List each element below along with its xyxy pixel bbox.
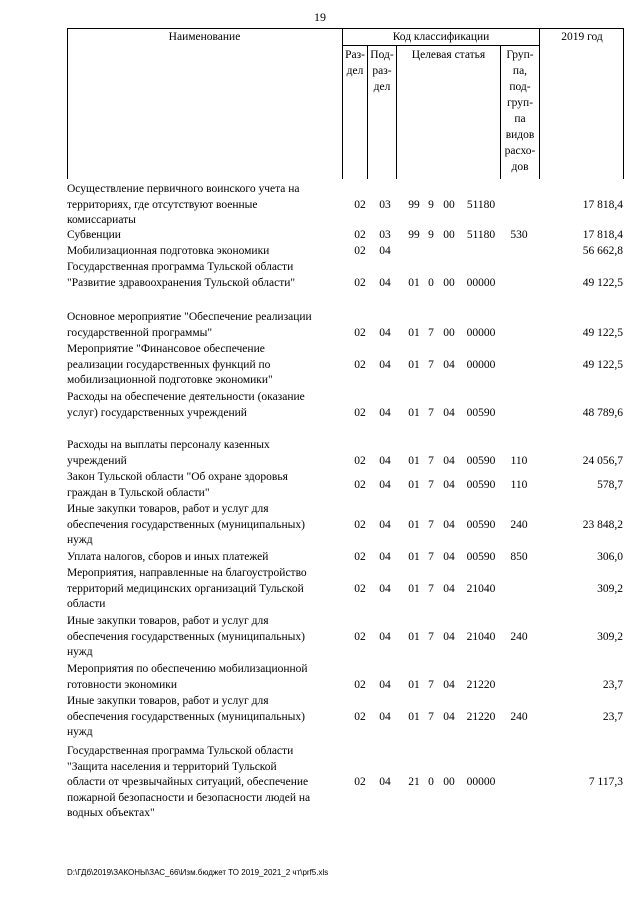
cell-amount: 48 789,6 [582, 406, 623, 419]
cell-subprogram: 7 [428, 710, 434, 723]
cell-subprogram: 7 [428, 358, 434, 371]
cell-amount: 309,2 [597, 630, 623, 643]
cell-amount: 306,0 [597, 551, 623, 563]
cell-podrazdel: 04 [379, 276, 391, 289]
cell-expense-type: 110 [510, 454, 528, 467]
cell-direction: 00590 [466, 454, 496, 467]
cell-razdel: 02 [354, 229, 366, 241]
cell-amount: 17 818,4 [582, 198, 623, 211]
cell-podrazdel: 04 [379, 630, 391, 643]
cell-razdel: 02 [354, 326, 366, 339]
cell-program: 01 [408, 406, 420, 419]
cell-podrazdel: 03 [379, 229, 391, 241]
cell-amount: 49 122,5 [582, 358, 623, 371]
cell-amount: 309,2 [597, 582, 623, 595]
cell-amount: 24 056,7 [582, 454, 623, 467]
cell-program: 01 [408, 678, 420, 691]
cell-subprogram: 7 [428, 678, 434, 691]
row-name: Основное мероприятие "Обеспечение реализации государственной программы" [67, 311, 312, 339]
cell-razdel: 02 [354, 276, 366, 289]
cell-program: 01 [408, 454, 420, 467]
cell-razdel: 02 [354, 630, 366, 643]
cell-program: 01 [408, 551, 420, 563]
cell-main-event: 00 [443, 229, 455, 241]
header-code: Код классификации [392, 31, 490, 43]
cell-subprogram: 7 [428, 478, 434, 491]
cell-direction: 51180 [466, 229, 496, 241]
cell-expense-type: 240 [510, 518, 528, 531]
cell-razdel: 02 [354, 245, 366, 257]
cell-subprogram: 9 [428, 198, 434, 211]
header-name: Наименование [168, 31, 241, 43]
cell-razdel: 02 [354, 776, 366, 788]
cell-podrazdel: 04 [379, 582, 391, 595]
cell-subprogram: 7 [428, 551, 434, 563]
page-number: 19 [314, 10, 326, 24]
cell-main-event: 00 [443, 276, 455, 289]
cell-direction: 00000 [466, 326, 496, 339]
cell-podrazdel: 04 [379, 551, 391, 563]
cell-podrazdel: 04 [379, 710, 391, 723]
cell-main-event: 04 [443, 630, 455, 643]
cell-razdel: 02 [354, 406, 366, 419]
cell-program: 01 [408, 358, 420, 371]
header-podrazdel: Под- раз- дел [370, 49, 394, 93]
cell-main-event: 04 [443, 582, 455, 595]
cell-program: 01 [408, 276, 420, 289]
cell-amount: 23 848,2 [582, 518, 623, 531]
cell-direction: 21040 [466, 582, 496, 595]
cell-direction: 00000 [466, 358, 496, 371]
cell-direction: 21040 [466, 630, 496, 643]
row-name: Иные закупки товаров, работ и услуг для обеспечения государственных (муниципальных) нужд [67, 503, 305, 546]
row-name: Иные закупки товаров, работ и услуг для обеспечения государственных (муниципальных) нужд [67, 615, 305, 658]
cell-amount: 7 117,3 [588, 776, 623, 788]
cell-amount: 49 122,5 [582, 276, 623, 289]
cell-subprogram: 7 [428, 518, 434, 531]
cell-main-event: 00 [443, 198, 455, 211]
cell-podrazdel: 04 [379, 245, 391, 257]
cell-main-event: 04 [443, 551, 455, 563]
cell-program: 01 [408, 326, 420, 339]
cell-main-event: 04 [443, 358, 455, 371]
cell-subprogram: 7 [428, 454, 434, 467]
cell-program: 99 [408, 229, 420, 241]
row-name: Мероприятия, направленные на благоустройство территорий медицинских организаций Тульской области [67, 567, 307, 610]
cell-razdel: 02 [354, 518, 366, 531]
cell-subprogram: 7 [428, 326, 434, 339]
row-name: Государственная программа Тульской области "Защита населения и территорий Тульской области от чрезвычайных ситуаций, обеспечение пожарной безопасности и безопасности людей на водных объектах" [67, 745, 311, 819]
cell-podrazdel: 04 [379, 326, 391, 339]
cell-subprogram: 7 [428, 630, 434, 643]
cell-program: 01 [408, 478, 420, 491]
header-year: 2019 год [561, 31, 603, 43]
cell-podrazdel: 04 [379, 776, 391, 788]
cell-main-event: 00 [443, 326, 455, 339]
cell-subprogram: 7 [428, 406, 434, 419]
cell-subprogram: 0 [428, 776, 434, 788]
cell-amount: 578,7 [597, 478, 623, 491]
cell-podrazdel: 04 [379, 454, 391, 467]
cell-direction: 00590 [466, 518, 496, 531]
cell-expense-type: 110 [510, 478, 528, 491]
cell-direction: 00590 [466, 551, 496, 563]
header-target: Целевая статья [411, 49, 486, 61]
cell-subprogram: 0 [428, 276, 434, 289]
cell-expense-type: 240 [510, 630, 528, 643]
cell-amount: 49 122,5 [582, 326, 623, 339]
cell-amount: 17 818,4 [582, 229, 623, 241]
cell-razdel: 02 [354, 454, 366, 467]
row-name: Мероприятия по обеспечению мобилизационной готовности экономики [67, 663, 308, 691]
row-name: Мероприятие "Финансовое обеспечение реализации государственных функций по мобилизационной подготовке экономики" [67, 343, 273, 386]
cell-direction: 21220 [466, 710, 496, 723]
row-name: Закон Тульской области "Об охране здоровья граждан в Тульской области" [67, 471, 288, 499]
cell-direction: 00590 [466, 478, 496, 491]
cell-razdel: 02 [354, 478, 366, 491]
cell-expense-type: 240 [510, 710, 528, 723]
header-vid: Груп- па, под- груп- па видов расхо- дов [504, 49, 536, 173]
cell-program: 01 [408, 630, 420, 643]
cell-podrazdel: 04 [379, 406, 391, 419]
row-name: Расходы на обеспечение деятельности (оказание услуг) государственных учреждений [67, 391, 305, 419]
cell-program: 01 [408, 582, 420, 595]
cell-razdel: 02 [354, 582, 366, 595]
cell-main-event: 04 [443, 478, 455, 491]
cell-direction: 00000 [466, 276, 496, 289]
cell-amount: 23,7 [602, 710, 623, 723]
row-name: Государственная программа Тульской области "Развитие здравоохранения Тульской области" [67, 261, 296, 289]
cell-direction: 21220 [466, 678, 496, 691]
cell-main-event: 00 [443, 776, 455, 788]
row-name: Иные закупки товаров, работ и услуг для обеспечения государственных (муниципальных) нужд [67, 695, 305, 738]
cell-podrazdel: 04 [379, 518, 391, 531]
cell-program: 01 [408, 518, 420, 531]
cell-program: 99 [408, 198, 420, 211]
cell-podrazdel: 04 [379, 678, 391, 691]
cell-razdel: 02 [354, 710, 366, 723]
cell-subprogram: 9 [428, 229, 434, 241]
cell-razdel: 02 [354, 678, 366, 691]
cell-direction: 00590 [466, 406, 496, 419]
cell-main-event: 04 [443, 406, 455, 419]
cell-main-event: 04 [443, 518, 455, 531]
cell-razdel: 02 [354, 198, 366, 211]
row-name: Мобилизационная подготовка экономики [67, 245, 270, 257]
cell-program: 01 [408, 710, 420, 723]
cell-expense-type: 530 [510, 229, 528, 241]
cell-razdel: 02 [354, 551, 366, 563]
cell-expense-type: 850 [510, 551, 528, 563]
cell-main-event: 04 [443, 678, 455, 691]
cell-razdel: 02 [354, 358, 366, 371]
cell-podrazdel: 04 [379, 358, 391, 371]
row-name: Уплата налогов, сборов и иных платежей [67, 551, 269, 563]
row-name: Субвенции [67, 229, 121, 241]
cell-subprogram: 7 [428, 582, 434, 595]
row-name: Расходы на выплаты персоналу казенных учреждений [67, 439, 270, 467]
cell-program: 21 [408, 776, 420, 788]
cell-direction: 00000 [466, 776, 496, 788]
header-razdel: Раз- дел [345, 49, 365, 77]
cell-direction: 51180 [466, 198, 496, 211]
row-name: Осуществление первичного воинского учета на территориях, где отсутствуют военные комиссариаты [67, 183, 300, 226]
cell-main-event: 04 [443, 454, 455, 467]
table-header [67, 28, 624, 179]
cell-podrazdel: 04 [379, 478, 391, 491]
cell-amount: 23,7 [602, 678, 623, 691]
cell-amount: 56 662,8 [582, 245, 623, 257]
cell-main-event: 04 [443, 710, 455, 723]
file-path-footer: D:\ГДб\2019\ЗАКОНЫ\ЗАС_66\Изм.бюджет ТО 2019_2021_2 чт\prf5.xls [67, 868, 329, 877]
cell-podrazdel: 03 [379, 198, 391, 211]
